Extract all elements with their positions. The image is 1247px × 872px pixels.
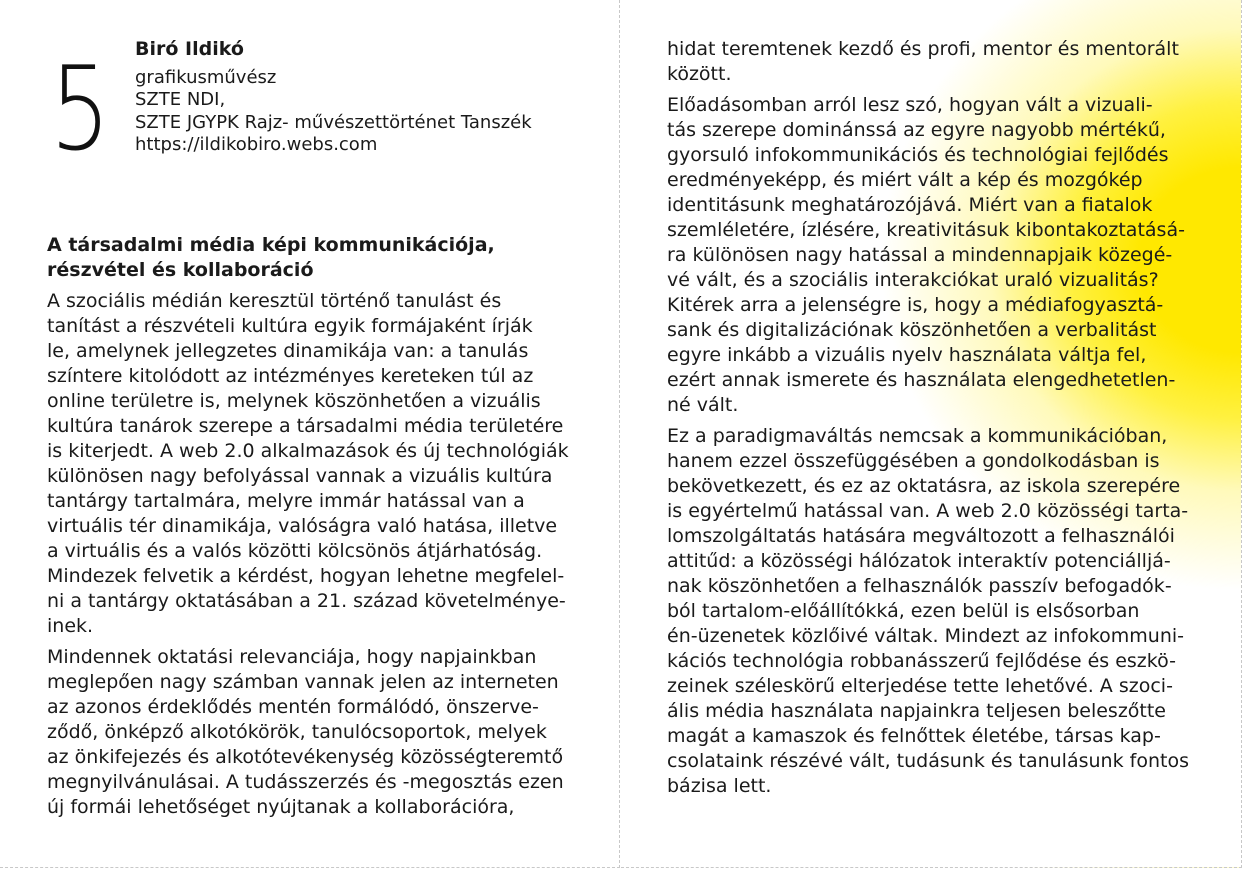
text-line: megnyilvánulásai. A tudásszerzés és -megosztás ezen	[47, 771, 564, 793]
text-line: né vált.	[667, 394, 739, 416]
text-line: tanítást a részvételi kultúra egyik formájaként írják	[47, 315, 533, 337]
text-line: bekövetkezett, és ez az oktatásra, az iskola szerepére	[667, 475, 1181, 497]
author-role: grafikusművész	[135, 66, 277, 88]
article-title	[47, 233, 587, 283]
text-line: eredményeképp, és miért vált a kép és mozgókép	[667, 169, 1143, 191]
author-name: Biró Ildikó	[135, 38, 244, 60]
text-line: meglepően nagy számban vannak jelen az interneten	[47, 671, 559, 693]
text-line: az önkifejezés és alkotótevékenység közösségteremtő	[47, 746, 564, 768]
text-line: új formái lehetőséget nyújtanak a kollaborációra,	[47, 796, 515, 818]
article-right	[667, 37, 1227, 805]
text-line: Előadásomban arról lesz szó, hogyan vált a vizuali-	[667, 94, 1153, 116]
text-line: ális média használata napjainkra teljesen beleszőtte	[667, 700, 1167, 722]
article-left	[47, 233, 587, 826]
text-line: tantárgy tartalmára, melyre immár hatással van a	[47, 490, 525, 512]
text-line: zeinek széleskörű elterjedése tette lehetővé. A szoci-	[667, 675, 1173, 697]
text-line: ni a tantárgy oktatásában a 21. század követelménye-	[47, 590, 566, 612]
text-line: ezért annak ismerete és használata elengedhetetlen-	[667, 369, 1176, 391]
paragraph	[667, 424, 1227, 799]
text-line: Kitérek arra a jelenségre is, hogy a médiafogyasztá-	[667, 294, 1164, 316]
text-line: nak köszönhetően a felhasználók passzív befogadók-	[667, 575, 1172, 597]
text-line: az azonos érdeklődés mentén formálódó, önszerve-	[47, 696, 539, 718]
text-line: gyorsuló infokommunikációs és technológiai fejlődés	[667, 144, 1169, 166]
text-line: ződő, önképző alkotókörök, tanulócsoportok, melyek	[47, 721, 547, 743]
text-line: kációs technológia robbanásszerű fejlődése és eszkö-	[667, 650, 1176, 672]
text-line: le, amelynek jellegzetes dinamikája van: a tanulás	[47, 340, 529, 362]
text-line: hanem ezzel összefüggésében a gondolkodásban is	[667, 450, 1160, 472]
paragraph	[47, 289, 587, 639]
author-website-link[interactable]: https://ildikobiro.webs.com	[135, 134, 378, 155]
title-line: részvétel és kollaboráció	[47, 259, 314, 281]
text-line: a virtuális és a valós közötti kölcsönös átjárhatóság.	[47, 540, 543, 562]
text-line: tás szerepe dominánssá az egyre nagyobb mértékű,	[667, 119, 1166, 141]
text-line: Ez a paradigmaváltás nemcsak a kommunikációban,	[667, 425, 1168, 447]
text-line: kultúra tanárok szerepe a társadalmi média területére	[47, 415, 564, 437]
text-line: egyre inkább a vizuális nyelv használata váltja fel,	[667, 344, 1147, 366]
author-affiliation-1: SZTE NDI,	[135, 89, 226, 110]
text-line: ból tartalom-előállítókká, ezen belül is elsősorban	[667, 600, 1140, 622]
text-line: között.	[667, 63, 732, 85]
text-line: Mindennek oktatási relevanciája, hogy napjainkban	[47, 646, 537, 668]
text-line: online területre is, melynek köszönhetően a vizuális	[47, 390, 541, 412]
text-line: én-üzenetek közlőivé váltak. Mindezt az infokommuni-	[667, 625, 1185, 647]
right-page	[621, 0, 1242, 868]
chapter-number: 5	[50, 42, 109, 177]
text-line: inek.	[47, 615, 94, 637]
text-line: bázisa lett.	[667, 775, 772, 797]
text-line: virtuális tér dinamikája, valóságra való hatása, illetve	[47, 515, 558, 537]
text-line: sank és digitalizációnak köszönhetően a verbalitást	[667, 319, 1157, 341]
text-line: ra különösen nagy hatással a mindennapjaik közegé-	[667, 244, 1173, 266]
text-line: különösen nagy befolyással vannak a vizuális kultúra	[47, 465, 553, 487]
text-line: szemléletére, ízlésére, kreativitásuk kibontakoztatásá-	[667, 219, 1185, 241]
text-line: identitásunk meghatározójává. Miért van a fiatalok	[667, 194, 1153, 216]
author-block	[135, 38, 532, 157]
text-line: is egyértelmű hatással van. A web 2.0 közösségi tarta-	[667, 500, 1189, 522]
paragraph	[667, 37, 1227, 87]
text-line: A szociális médián keresztül történő tanulást és	[47, 290, 502, 312]
text-line: csolataink részévé vált, tudásunk és tanulásunk fontos	[667, 750, 1189, 772]
text-line: hidat teremtenek kezdő és profi, mentor és mentorált	[667, 38, 1179, 60]
text-line: attitűd: a közösségi hálózatok interaktív potenciálljá-	[667, 550, 1171, 572]
author-affiliation-2: SZTE JGYPK Rajz- művészettörténet Tanszék	[135, 111, 532, 133]
text-line: is kiterjedt. A web 2.0 alkalmazások és új technológiák	[47, 440, 569, 462]
text-line: lomszolgáltatás hatására megváltozott a felhasználói	[667, 525, 1175, 547]
text-line: színtere kitolódott az intézményes kereteken túl az	[47, 365, 534, 387]
title-line: A társadalmi média képi kommunikációja,	[47, 234, 495, 256]
paragraph	[47, 645, 587, 820]
text-line: vé vált, és a szociális interakciókat uraló vizualitás?	[667, 269, 1159, 291]
left-page	[0, 0, 620, 868]
text-line: Mindezek felvetik a kérdést, hogyan lehetne megfelel-	[47, 565, 565, 587]
text-line: magát a kamaszok és felnőttek életébe, társas kap-	[667, 725, 1161, 747]
paragraph	[667, 93, 1227, 418]
